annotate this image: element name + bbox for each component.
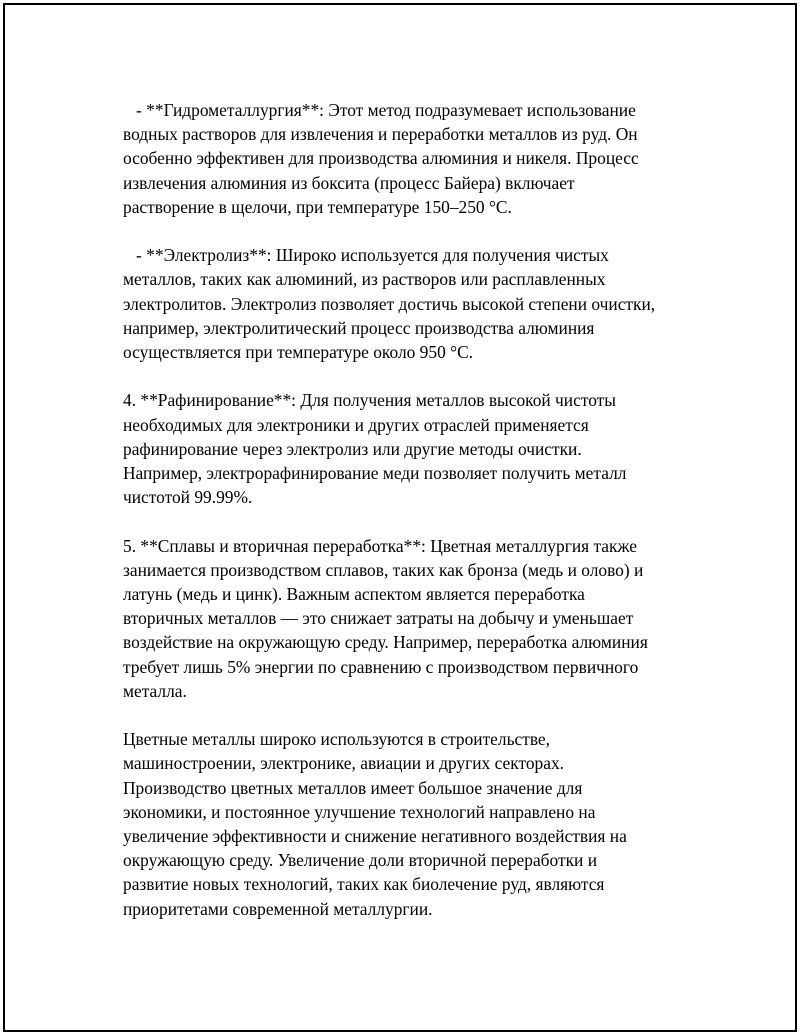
page-frame bbox=[3, 3, 797, 1032]
paragraph-refining: 4. **Рафинирование**: Для получения металлов высокой чистоты необходимых для электроники и других отраслей применяется рафинирование через электролиз или другие методы очистки. Например, электрорафинирование меди позволяет получить металл чистотой 99.99%. bbox=[123, 390, 627, 508]
paragraph-conclusion: Цветные металлы широко используются в строительстве, машиностроении, электронике, авиации и других секторах. Производство цветных металлов имеет большое значение для экономики, и постоянное улучшение технологий направлено на увеличение эффективности и снижение негативного воздействия на окружающую среду. Увеличение доли вторичной переработки и развитие новых технологий, таких как биолечение руд, являются приоритетами современной металлургии. bbox=[123, 729, 627, 919]
paragraph-alloys-recycling: 5. **Сплавы и вторичная переработка**: Цветная металлургия также занимается производством сплавов, таких как бронза (медь и олово) и латунь (медь и цинк). Важным аспектом является переработка вторичных металлов — это снижает затраты на добычу и уменьшает воздействие на окружающую среду. Например, переработка алюминия требует лишь 5% энергии по сравнению с производством первичного металла. bbox=[123, 535, 648, 701]
document-body bbox=[123, 98, 703, 945]
paragraph-electrolysis: - **Электролиз**: Широко используется для получения чистых металлов, таких как алюминий, из растворов или расплавленных электролитов. Электролиз позволяет достичь высокой степени очистки, например, электролитический процесс производства алюминия осуществляется при температуре около 950 °C. bbox=[123, 245, 656, 363]
paragraph-hydrometallurgy: - **Гидрометаллургия**: Этот метод подразумевает использование водных растворов для извлечения и переработки металлов из руд. Он особенно эффективен для производства алюминия и никеля. Процесс извлечения алюминия из боксита (процесс Байера) включает растворение в щелочи, при температуре 150–250 °C. bbox=[123, 100, 639, 217]
